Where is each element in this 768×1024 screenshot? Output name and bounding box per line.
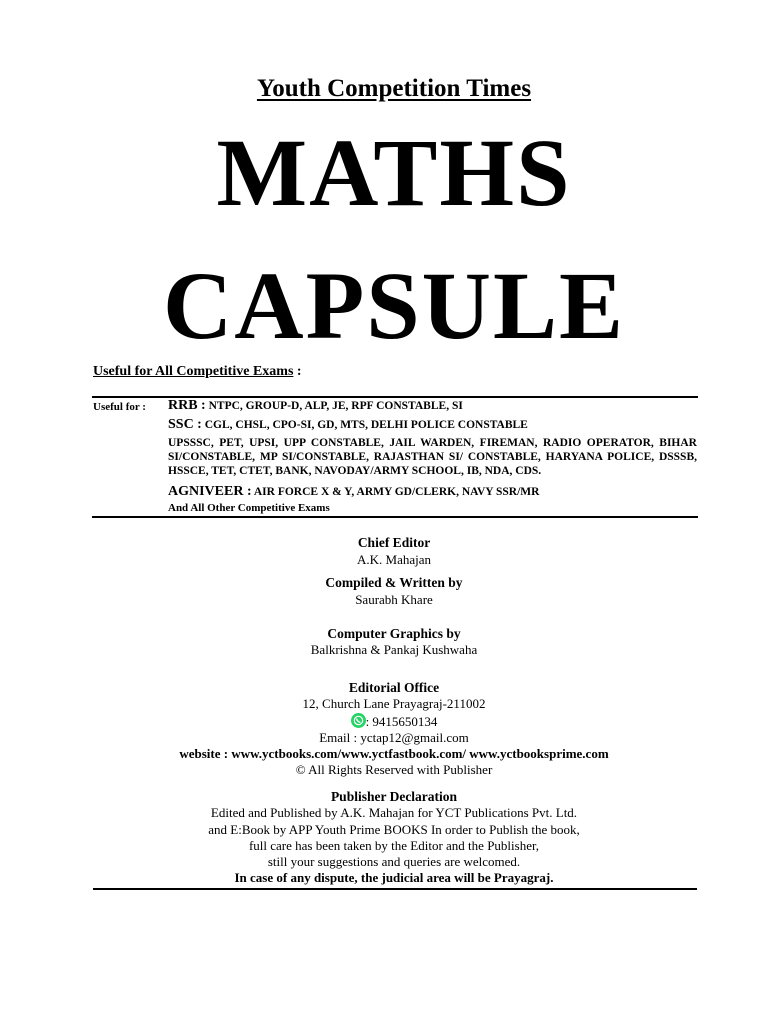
editorial-office-block bbox=[0, 680, 768, 779]
exam-key-agniveer: AGNIVEER : bbox=[168, 484, 252, 499]
compiled-name: Saurabh Khare bbox=[355, 592, 433, 607]
graphics-block bbox=[0, 626, 768, 658]
compiled-block bbox=[0, 574, 768, 608]
publisher-name: Youth Competition Times bbox=[256, 75, 532, 102]
exam-key-rrb: RRB : bbox=[168, 398, 206, 413]
email-line[interactable]: Email : yctap12@gmail.com bbox=[319, 729, 469, 745]
useful-for-label: Useful for : bbox=[93, 401, 146, 413]
title-line-1: MATHS bbox=[216, 119, 572, 226]
declaration-line: full care has been taken by the Editor and the Publisher, bbox=[248, 837, 540, 853]
exam-row-rrb bbox=[168, 398, 697, 414]
exam-detail-rrb: NTPC, GROUP-D, ALP, JE, RPF CONSTABLE, SI bbox=[205, 400, 463, 412]
rights-line: © All Rights Reserved with Publisher bbox=[295, 762, 493, 778]
exam-detail-agniveer: AIR FORCE X & Y, ARMY GD/CLERK, NAVY SSR/MR bbox=[251, 486, 540, 498]
declaration-line: still your suggestions and queries are welcomed. bbox=[267, 854, 521, 870]
whatsapp-icon bbox=[351, 713, 366, 728]
dispute-line: In case of any dispute, the judicial area will be Prayagraj. bbox=[234, 870, 554, 886]
phone-line bbox=[0, 713, 768, 730]
chief-editor-heading: Chief Editor bbox=[357, 535, 431, 550]
divider-middle bbox=[92, 516, 698, 518]
graphics-names: Balkrishna & Pankaj Kushwaha bbox=[310, 642, 478, 657]
useful-heading-text: Useful for All Competitive Exams bbox=[93, 364, 294, 379]
divider-bottom bbox=[93, 888, 697, 890]
chief-editor-name: A.K. Mahajan bbox=[356, 552, 431, 567]
exam-detail-ssc: CGL, CHSL, CPO-SI, GD, MTS, DELHI POLICE CONSTABLE bbox=[201, 419, 528, 431]
title-line-2: CAPSULE bbox=[162, 252, 626, 359]
office-heading: Editorial Office bbox=[348, 680, 440, 695]
declaration-line: Edited and Published by A.K. Mahajan for YCT Publications Pvt. Ltd. bbox=[210, 805, 578, 821]
compiled-heading: Compiled & Written by bbox=[325, 575, 463, 590]
useful-heading-colon: : bbox=[293, 364, 302, 379]
graphics-heading: Computer Graphics by bbox=[327, 626, 461, 641]
exam-row-ssc bbox=[168, 417, 697, 433]
publisher-declaration-block bbox=[0, 789, 768, 887]
office-address: 12, Church Lane Prayagraj-211002 bbox=[302, 696, 486, 712]
phone-number: : 9415650134 bbox=[365, 713, 438, 729]
exam-row-other: And All Other Competitive Exams bbox=[168, 502, 330, 514]
declaration-line: and E:Book by APP Youth Prime BOOKS In order to Publish the book, bbox=[208, 821, 580, 837]
useful-heading bbox=[93, 364, 302, 380]
exam-key-ssc: SSC : bbox=[168, 417, 202, 432]
website-line[interactable]: website : www.yctbooks.com/www.yctfastbook.com/ www.yctbooksprime.com bbox=[179, 746, 609, 762]
exam-row-state: UPSSSC, PET, UPSI, UPP CONSTABLE, JAIL WARDEN, FIREMAN, RADIO OPERATOR, BIHAR SI/CONSTABLE, MP SI/CONSTABLE, RAJASTHAN SI/ CONSTABLE, HARYANA POLICE, DSSSB, HSSCE, TET, CTET, BANK, NAVODAY/ARMY SCHOOL, IB, NDA, CDS. bbox=[168, 437, 697, 477]
chief-editor-block bbox=[0, 534, 768, 568]
declaration-heading: Publisher Declaration bbox=[330, 789, 458, 804]
exam-row-agniveer bbox=[168, 484, 697, 500]
